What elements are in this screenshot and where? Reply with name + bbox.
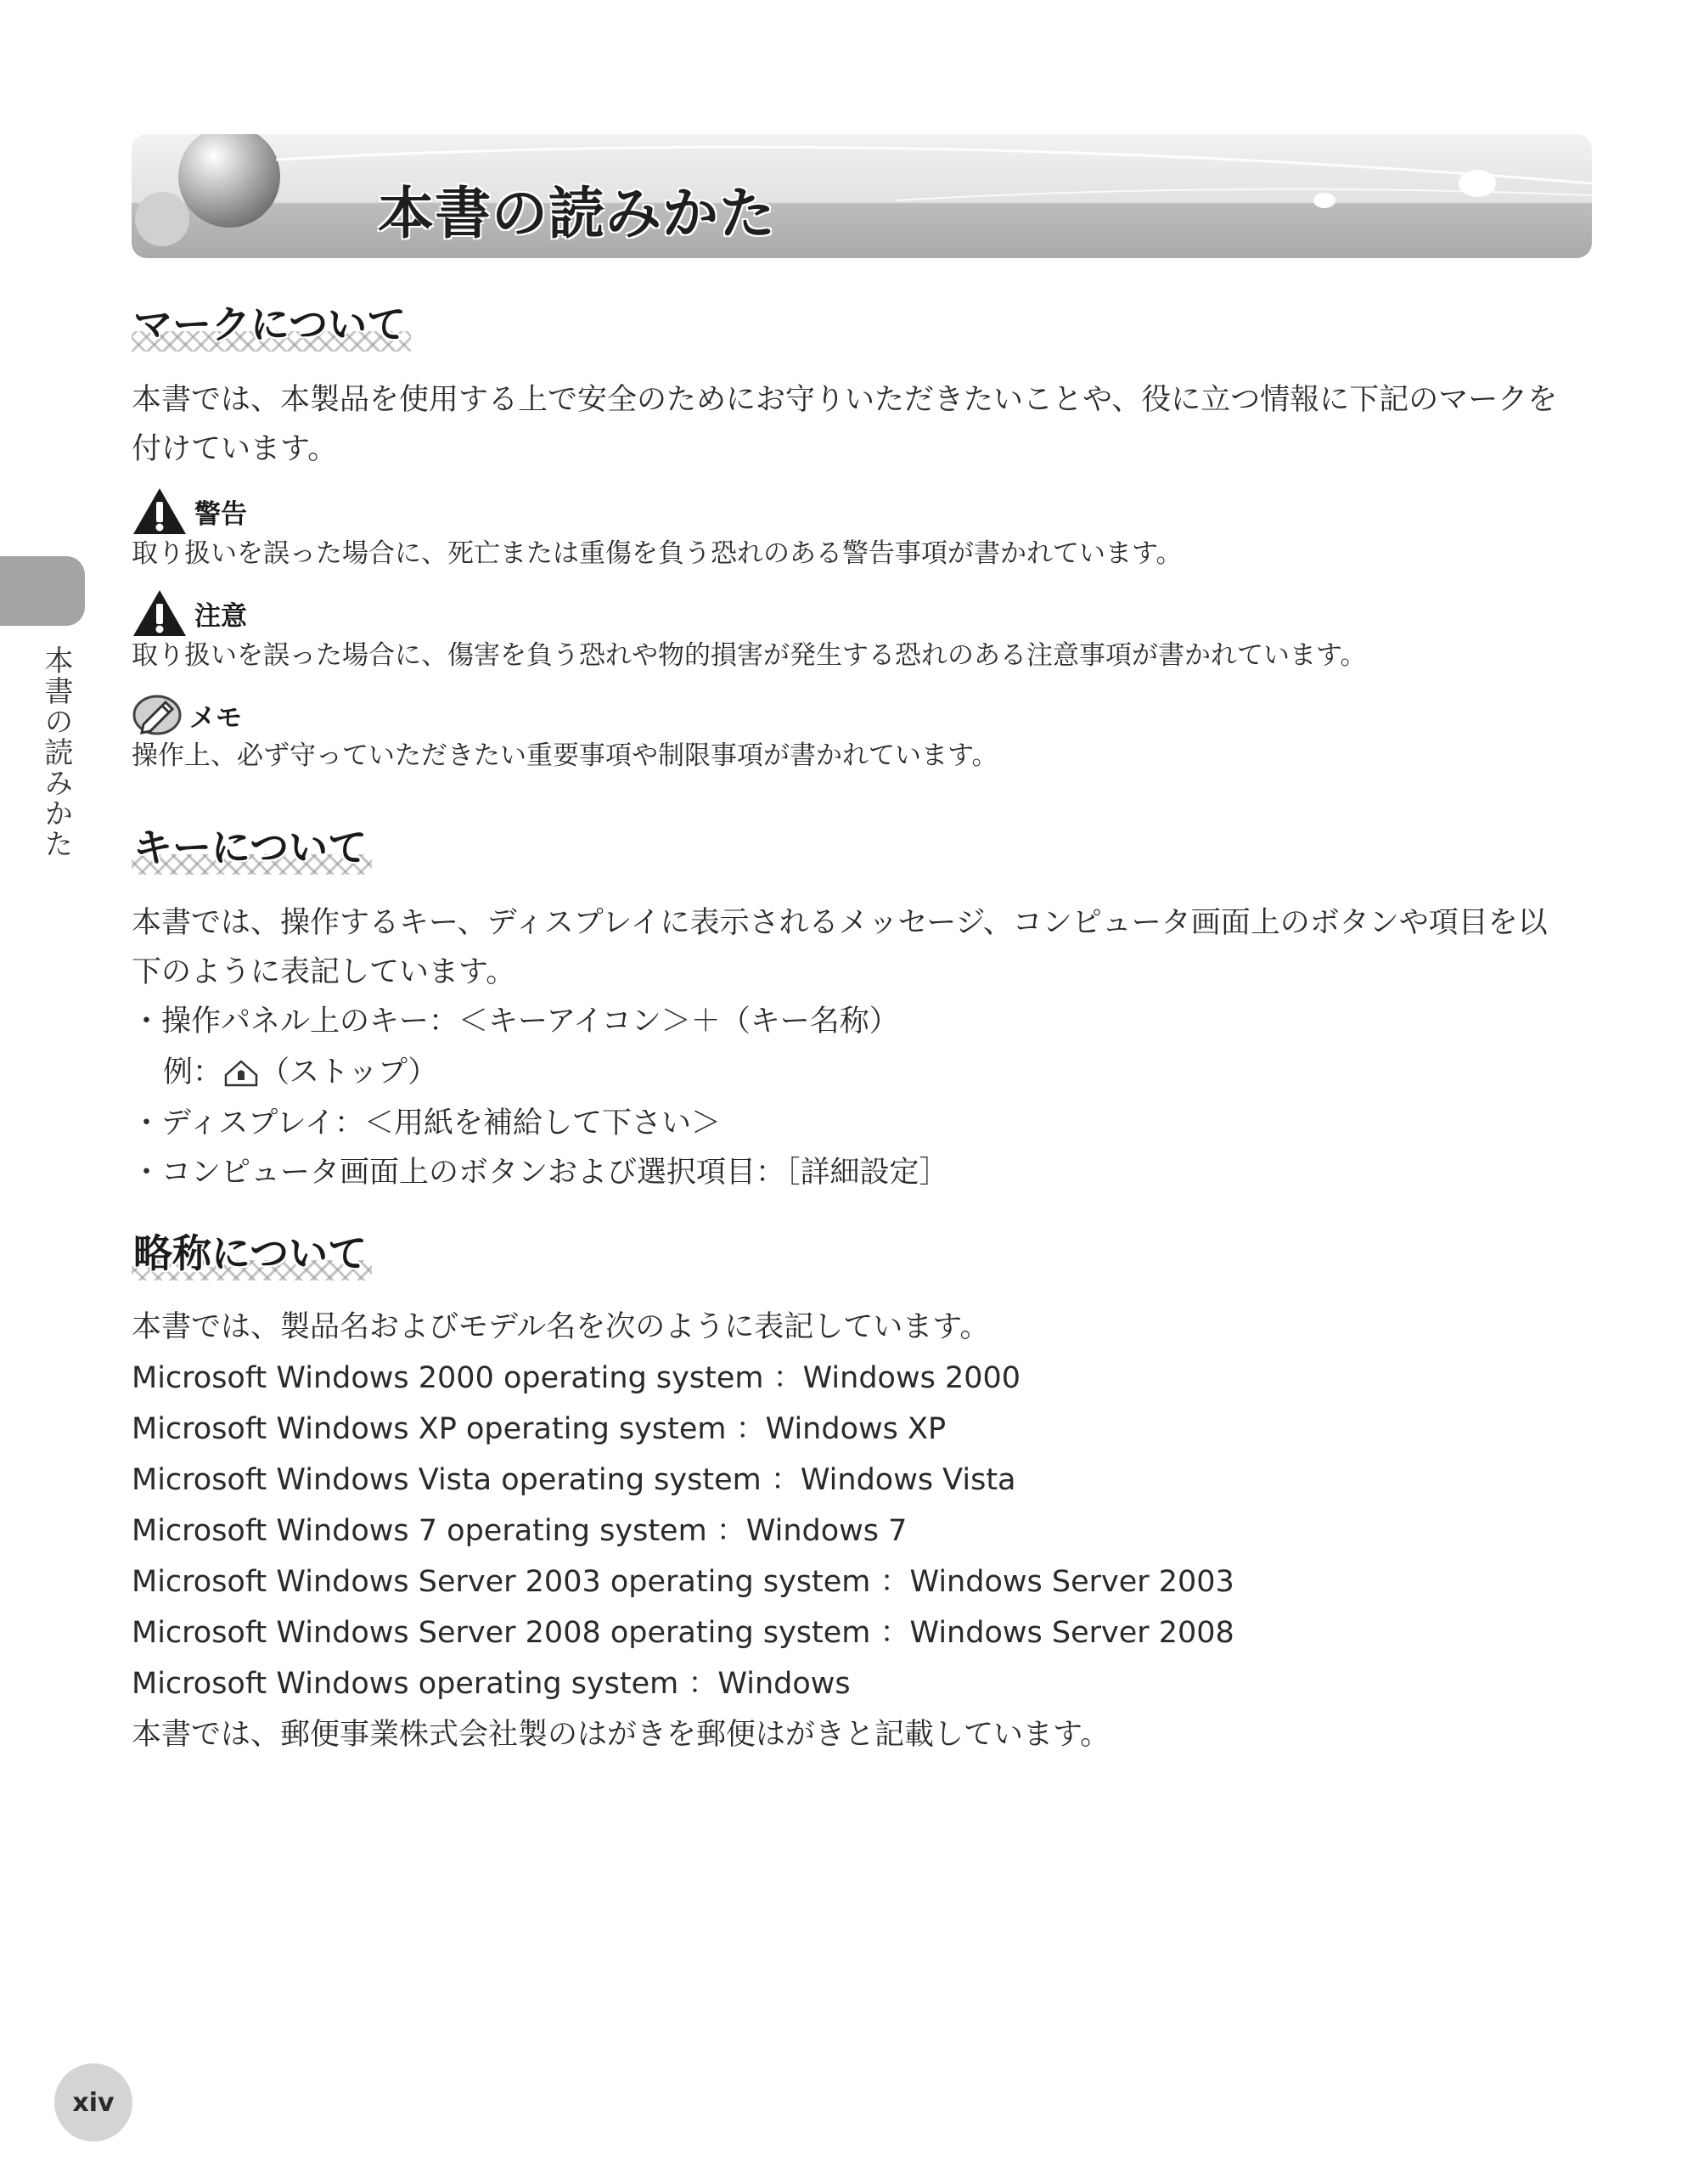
title-banner [132,134,1592,258]
memo-text: 操作上、必ず守っていただきたい重要事項や制限事項が書かれています。 [132,740,998,771]
abbrev-row: Microsoft Windows Server 2008 operating system ：Windows Server 2008 [132,1616,1234,1650]
keys-example [163,1048,437,1097]
abbrev-row: Microsoft Windows 7 operating system ：Windows 7 [132,1514,908,1548]
abbrev-intro: 本書では、製品名およびモデル名を次のように表記しています。 [132,1310,990,1344]
keys-bullet-display: ・ディスプレイ：＜用紙を補給して下さい＞ [132,1106,722,1140]
section-heading-keys: キーについて [132,817,372,875]
example-prefix: 例： [163,1055,223,1089]
section-heading-marks: マークについて [132,294,411,352]
page-title: 本書の読みかた [378,181,776,246]
keys-intro-line2: 下のように表記しています。 [132,955,516,989]
warning-label: 警告 [194,498,247,530]
abbrev-row: Microsoft Windows 2000 operating system ：Windows 2000 [132,1361,1021,1395]
caution-text: 取り扱いを誤った場合に、傷害を負う恐れや物的損害が発生する恐れのある注意事項が書かれています。 [132,640,1367,671]
keys-bullet-computer: ・コンピュータ画面上のボタンおよび選択項目：［詳細設定］ [132,1156,949,1190]
warning-mark [132,486,247,537]
abbrev-row: Microsoft Windows Vista operating system ：Windows Vista [132,1463,1016,1497]
memo-label: メモ [189,702,242,734]
abbrev-footer: 本書では、郵便事業株式会社製のはがきを郵便はがきと記載しています。 [132,1718,1110,1752]
memo-mark [132,690,242,740]
marks-intro-line1: 本書では、本製品を使用する上で安全のためにお守りいただきたいことや、役に立つ情報に下記のマークを [132,383,1558,417]
abbrev-row: Microsoft Windows Server 2003 operating system ：Windows Server 2003 [132,1565,1234,1599]
caution-triangle-icon [132,588,188,638]
caution-mark [132,588,247,639]
warning-text: 取り扱いを誤った場合に、死亡または重傷を負う恐れのある警告事項が書かれています。 [132,538,1183,569]
example-suffix: （ストップ） [260,1055,438,1089]
marks-intro-line2: 付けています。 [132,432,338,466]
memo-pencil-icon [132,694,183,736]
keys-bullet-panel: ・操作パネル上のキー：＜キーアイコン＞＋（キー名称） [132,1005,899,1039]
caution-label: 注意 [194,600,247,632]
page-number: xiv [54,2063,132,2142]
keys-intro-line1: 本書では、操作するキー、ディスプレイに表示されるメッセージ、コンピュータ画面上のボタンや項目を以 [132,906,1548,940]
stop-key-icon [222,1058,260,1089]
side-tab-label: 本書の読みかた [39,645,73,859]
banner-decoration [132,134,1592,258]
side-tab [0,556,85,626]
abbrev-row: Microsoft Windows operating system ：Windows [132,1667,851,1701]
warning-triangle-icon [132,487,188,536]
abbrev-row: Microsoft Windows XP operating system ：Windows XP [132,1412,947,1446]
section-heading-abbrev: 略称について [132,1223,372,1281]
